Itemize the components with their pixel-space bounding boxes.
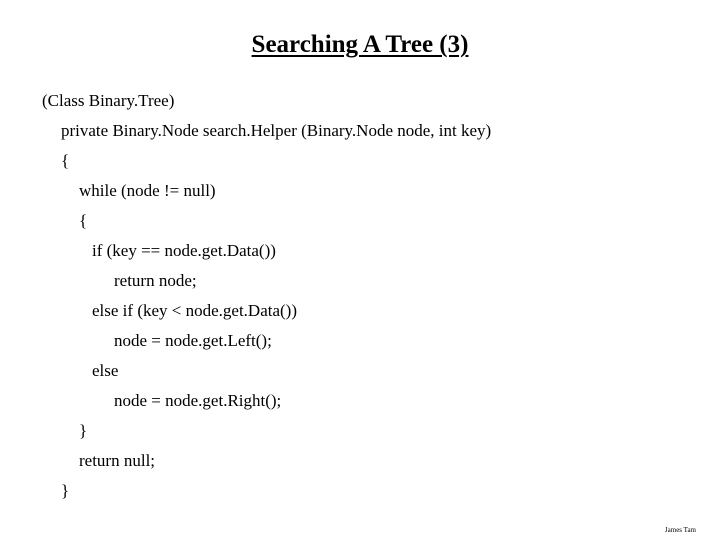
code-line-class-comment: (Class Binary.Tree) <box>42 91 175 110</box>
code-line-go-left: node = node.get.Left(); <box>114 331 272 350</box>
slide-title <box>0 28 720 62</box>
code-line-while-open-brace: { <box>79 211 88 230</box>
code-line-else: else <box>92 361 119 380</box>
code-line-return-null: return null; <box>79 451 156 470</box>
code-line-if: if (key == node.get.Data()) <box>92 241 276 260</box>
code-line-go-right: node = node.get.Right(); <box>114 391 282 410</box>
code-line-while-close-brace: } <box>79 421 88 440</box>
code-line-else-if: else if (key < node.get.Data()) <box>92 301 297 320</box>
code-line-open-brace: { <box>61 151 70 170</box>
slide-title-text: Searching A Tree (3) <box>251 31 469 58</box>
code-line-while: while (node != null) <box>79 181 216 200</box>
code-line-return-node: return node; <box>114 271 197 290</box>
code-line-method-signature: private Binary.Node search.Helper (Binary.Node node, int key) <box>61 121 492 140</box>
author-footer: James Tam <box>664 526 696 534</box>
code-line-close-brace: } <box>61 481 70 500</box>
